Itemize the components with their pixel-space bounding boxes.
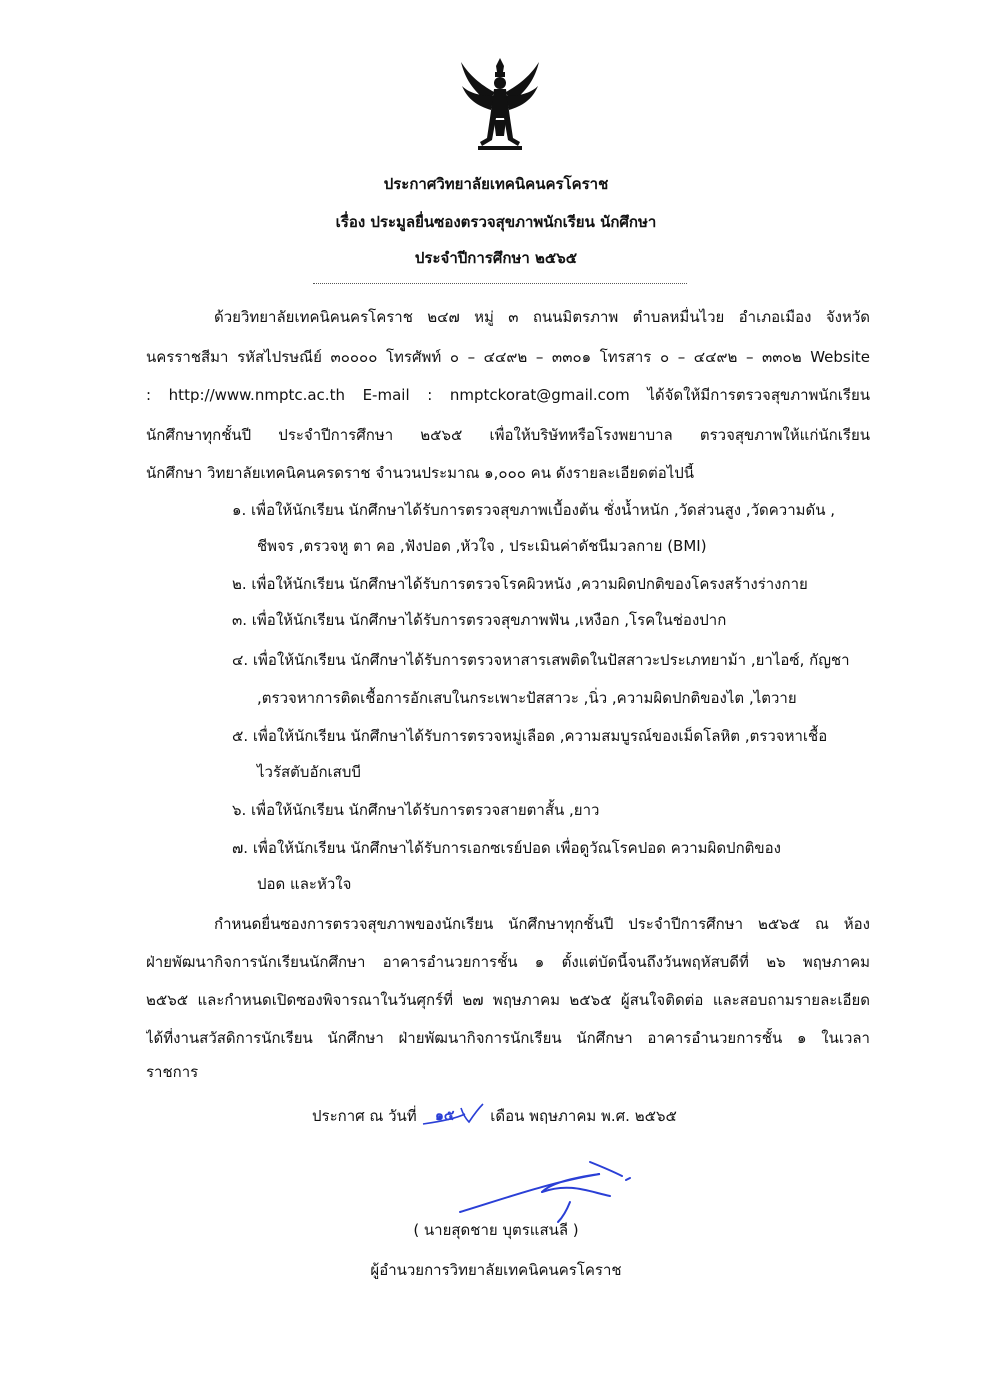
list-item: ๒. เพื่อให้นักเรียน นักศึกษาได้รับการตรวจโรคผิวหนัง ,ความผิดปกติของโครงสร้างร่างกาย	[232, 575, 808, 593]
closing-line: ได้ที่งานสวัสดิการนักเรียน นักศึกษา ฝ่ายพัฒนากิจการนักเรียน นักศึกษา อาคารอำนวยการชั้น ๑ ในเวลา	[146, 1029, 870, 1047]
announcement-date	[312, 1102, 677, 1128]
list-item: ๕. เพื่อให้นักเรียน นักศึกษาได้รับการตรวจหมู่เลือด ,ความสมบูรณ์ของเม็ดโลหิต ,ตรวจหาเชื้อ	[232, 727, 828, 745]
signer-position: ผู้อำนวยการวิทยาลัยเทคนิคนครโคราช	[370, 1261, 622, 1279]
list-item: ๖. เพื่อให้นักเรียน นักศึกษาได้รับการตรวจสายตาสั้น ,ยาว	[232, 801, 600, 819]
intro-line: นครราชสีมา รหัสไปรษณีย์ ๓๐๐๐๐ โทรศัพท์ ๐ – ๔๔๙๒ – ๓๓๐๑ โทรสาร ๐ – ๔๔๙๒ – ๓๓๐๒ Website	[146, 348, 870, 366]
list-item-continuation: ,ตรวจหาการติดเชื้อการอักเสบในกระเพาะปัสสาวะ ,นิ่ว ,ความผิดปกติของไต ,ไตวาย	[257, 689, 797, 707]
date-prefix: ประกาศ ณ วันที่	[312, 1107, 417, 1125]
garuda-emblem	[458, 56, 542, 154]
intro-line: ด้วยวิทยาลัยเทคนิคนครโคราช ๒๔๗ หมู่ ๓ ถนนมิตรภาพ ตำบลหมื่นไวย อำเภอเมือง จังหวัด	[214, 308, 870, 326]
closing-line: กำหนดยื่นซองการตรวจสุขภาพของนักเรียน นักศึกษาทุกชั้นปี ประจำปีการศึกษา ๒๕๖๕ ณ ห้อง	[214, 915, 870, 933]
handwritten-signature	[450, 1152, 650, 1224]
signer-name: ( นายสุดชาย บุตรแสนลี )	[413, 1221, 579, 1239]
intro-line: : http://www.nmptc.ac.th E-mail : nmptckorat@gmail.com ได้จัดให้มีการตรวจสุขภาพนักเรียน	[146, 386, 870, 404]
list-item: ๓. เพื่อให้นักเรียน นักศึกษาได้รับการตรวจสุขภาพฟัน ,เหงือก ,โรคในช่องปาก	[232, 611, 727, 629]
title-line-3: ประจำปีการศึกษา ๒๕๖๕	[414, 249, 578, 267]
intro-line: นักศึกษา วิทยาลัยเทคนิคนครดราช จำนวนประมาณ ๑,๐๐๐ คน ดังรายละเอียดต่อไปนี้	[146, 464, 695, 482]
date-day: ๑๕	[435, 1108, 455, 1124]
list-item: ๑. เพื่อให้นักเรียน นักศึกษาได้รับการตรวจสุขภาพเบื้องต้น ชั่งน้ำหนัก ,วัดส่วนสูง ,วัดความดัน ,	[232, 501, 836, 519]
closing-line: ฝ่ายพัฒนากิจการนักเรียนนักศึกษา อาคารอำนวยการชั้น ๑ ตั้งแต่บัดนี้จนถึงวันพฤหัสบดีที่ ๒๖ พฤษภาคม	[146, 953, 870, 971]
closing-line: ๒๕๖๕ และกำหนดเปิดซองพิจารณาในวันศุกร์ที่ ๒๗ พฤษภาคม ๒๕๖๕ ผู้สนใจติดต่อ และสอบถามรายละเอียด	[146, 991, 870, 1009]
dotted-separator	[313, 283, 687, 284]
date-suffix: เดือน พฤษภาคม พ.ศ. ๒๕๖๕	[490, 1107, 677, 1125]
list-item-continuation: ชีพจร ,ตรวจหู ตา คอ ,ฟังปอด ,หัวใจ , ประเมินค่าดัชนีมวลกาย (BMI)	[257, 537, 707, 555]
title-line-1: ประกาศวิทยาลัยเทคนิคนครโคราช	[383, 175, 609, 193]
list-item: ๗. เพื่อให้นักเรียน นักศึกษาได้รับการเอกซเรย์ปอด เพื่อดูวัณโรคปอด ความผิดปกติของ	[232, 839, 781, 857]
title-line-2: เรื่อง ประมูลยื่นซองตรวจสุขภาพนักเรียน นักศึกษา	[335, 213, 657, 231]
list-item-continuation: ปอด และหัวใจ	[257, 875, 352, 893]
list-item-continuation: ไวรัสตับอักเสบบี	[257, 763, 361, 781]
list-item: ๔. เพื่อให้นักเรียน นักศึกษาได้รับการตรวจหาสารเสพติดในปัสสาวะประเภทยาม้า ,ยาไอซ์, กัญชา	[232, 651, 850, 669]
intro-line: นักศึกษาทุกชั้นปี ประจำปีการศึกษา ๒๕๖๕ เพื่อให้บริษัทหรือโรงพยาบาล ตรวจสุขภาพให้แก่นักเรียน	[146, 426, 870, 444]
closing-line: ราชการ	[146, 1063, 199, 1081]
handwritten-day	[421, 1102, 485, 1128]
